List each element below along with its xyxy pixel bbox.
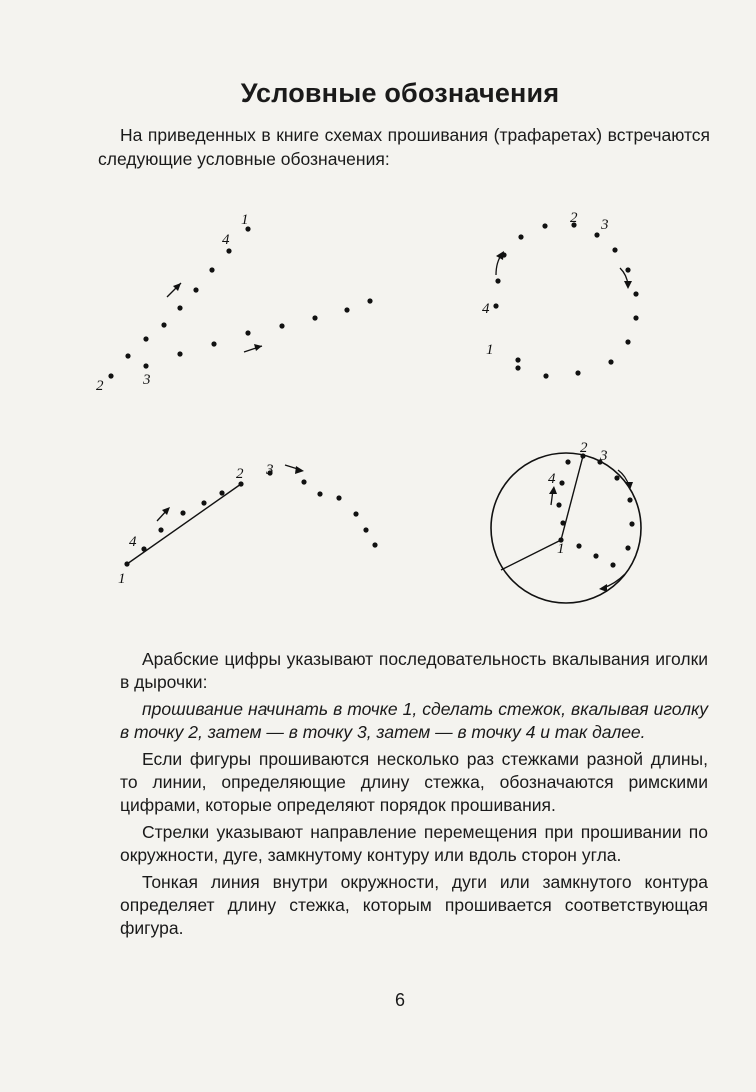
intro-paragraph: На приведенных в книге схемах прошивания (трафаретах) встречаются следующие условные обозначения: <box>98 125 710 169</box>
paragraph-roman-numerals: Если фигуры прошиваются несколько раз стежками разной длины, то линии, определяющие длину стежка, обозначаются римскими цифрами, которые определяют порядок прошивания. <box>120 749 708 815</box>
diagram-label-1: 1 <box>557 541 565 557</box>
paragraph-thin-line: Тонкая линия внутри окружности, дуги или замкнутого контура определяет длину стежка, которым прошивается соответствующая фигура. <box>120 872 708 938</box>
diagram-label-3: 3 <box>266 462 274 478</box>
diagram-label-3: 3 <box>601 217 609 233</box>
diagram-angle-top-left <box>96 212 373 394</box>
page-number: 6 <box>394 990 405 1010</box>
page-title: Условные обозначения <box>240 78 560 108</box>
diagram-label-4: 4 <box>222 232 230 248</box>
paragraph-arrows: Стрелки указывают направление перемещения при прошивании по окружности, дуге, замкнутому контуру или вдоль сторон угла. <box>120 822 708 865</box>
diagram-label-2: 2 <box>570 210 578 226</box>
diagram-label-2: 2 <box>236 466 244 482</box>
diagram-angle-bottom-left <box>118 462 378 587</box>
diagram-label-4: 4 <box>482 301 490 317</box>
diagram-circle-bottom-right <box>491 440 641 603</box>
stitching-diagrams <box>0 190 756 620</box>
diagram-label-4: 4 <box>129 534 137 550</box>
diagram-label-2: 2 <box>580 440 588 456</box>
diagram-label-2: 2 <box>96 378 104 394</box>
diagram-label-3: 3 <box>600 448 608 464</box>
diagram-label-1: 1 <box>486 342 494 358</box>
diagram-label-1: 1 <box>118 571 126 587</box>
diagram-label-3: 3 <box>143 372 151 388</box>
diagram-arc-top-right <box>482 210 639 379</box>
paragraph-arabic-numerals: Арабские цифры указывают последовательность вкалывания иголки в дырочки: <box>120 649 708 692</box>
paragraph-example: прошивание начинать в точке 1, сделать стежок, вкалывая иголку в точку 2, затем — в точку 3, затем — в точку 4 и так далее. <box>120 699 708 742</box>
diagram-label-4: 4 <box>548 471 556 487</box>
diagram-label-1: 1 <box>241 212 249 228</box>
legend-text <box>120 648 708 944</box>
